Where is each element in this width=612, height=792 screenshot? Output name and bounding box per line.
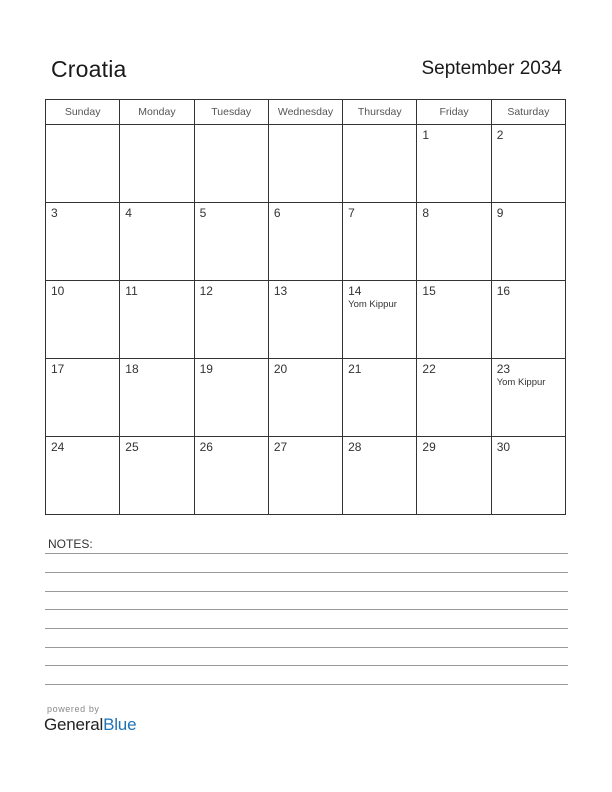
day-event: [195, 220, 268, 221]
note-line[interactable]: [45, 665, 568, 666]
weekday-header-row: [46, 100, 566, 125]
day-cell: [46, 359, 120, 437]
day-number: 1: [422, 128, 430, 142]
country-title: Croatia: [51, 56, 127, 82]
day-cell: [417, 437, 491, 515]
day-event: [343, 220, 416, 221]
day-number: 27: [273, 440, 288, 454]
day-event: [195, 298, 268, 299]
day-cell: [46, 437, 120, 515]
week-row: [46, 281, 566, 359]
day-number: 16: [496, 284, 511, 298]
day-number: 6: [273, 206, 281, 220]
day-cell: [268, 203, 342, 281]
day-cell: [343, 437, 417, 515]
day-number: 11: [125, 284, 138, 298]
day-number: 8: [422, 206, 430, 220]
week-row: [46, 125, 566, 203]
day-number: 28: [348, 440, 362, 454]
day-number: 20: [273, 362, 288, 376]
day-event: [417, 454, 490, 455]
day-number: 13: [273, 284, 288, 298]
weekday-thursday: Thursday: [343, 100, 417, 125]
day-number: 7: [348, 206, 355, 220]
day-cell: [46, 203, 120, 281]
note-line[interactable]: [45, 647, 568, 648]
weekday-monday: Monday: [120, 100, 194, 125]
day-number: 24: [51, 440, 65, 454]
day-cell: [343, 125, 417, 203]
weekday-sunday: Sunday: [46, 100, 120, 125]
day-cell: [120, 359, 194, 437]
footer-brand[interactable]: [44, 704, 136, 735]
day-event: [343, 376, 416, 377]
day-event: [269, 454, 342, 455]
day-event: [195, 376, 268, 377]
day-event: [120, 128, 193, 129]
day-event: [269, 298, 342, 299]
day-cell: [491, 359, 565, 437]
day-event: [120, 454, 193, 455]
weekday-wednesday: Wednesday: [268, 100, 342, 125]
day-number: 17: [51, 362, 65, 376]
day-event: [492, 298, 565, 299]
notes-label: NOTES:: [48, 537, 93, 551]
day-number: 14: [348, 284, 362, 298]
day-cell: [417, 359, 491, 437]
note-line[interactable]: [45, 553, 568, 554]
week-row: [46, 359, 566, 437]
day-cell: [120, 437, 194, 515]
day-cell: [268, 437, 342, 515]
day-event: [46, 220, 119, 221]
day-number: 23: [496, 362, 511, 376]
day-cell: [194, 437, 268, 515]
day-cell: [343, 203, 417, 281]
week-row: [46, 203, 566, 281]
brand-name-part1: General: [44, 715, 104, 734]
day-cell: [46, 281, 120, 359]
day-cell: [417, 125, 491, 203]
week-row: [46, 437, 566, 515]
day-cell: [417, 203, 491, 281]
day-event: [492, 142, 565, 143]
day-event: [269, 376, 342, 377]
day-event: [417, 142, 490, 143]
day-cell: [491, 281, 565, 359]
day-cell: [194, 203, 268, 281]
weekday-friday: Friday: [417, 100, 491, 125]
day-cell: [417, 281, 491, 359]
day-event: [269, 128, 342, 129]
note-line[interactable]: [45, 684, 568, 685]
day-cell: [268, 359, 342, 437]
month-year-title: September 2034: [421, 58, 562, 79]
day-cell: [268, 125, 342, 203]
day-cell: [120, 281, 194, 359]
day-event: [46, 128, 119, 129]
day-number: 5: [199, 206, 207, 220]
day-event: Yom Kippur: [496, 377, 546, 388]
day-number: 30: [496, 440, 511, 454]
note-line[interactable]: [45, 572, 568, 573]
day-event: [417, 220, 490, 221]
day-event: [343, 454, 416, 455]
brand-logo: [44, 715, 136, 735]
brand-name-part2: Blue: [103, 715, 137, 734]
day-event: [120, 220, 193, 221]
day-event: [195, 454, 268, 455]
day-event: [492, 220, 565, 221]
day-event: [492, 454, 565, 455]
day-number: 15: [422, 284, 436, 298]
day-cell: [491, 125, 565, 203]
day-cell: [491, 437, 565, 515]
calendar-grid: [45, 99, 566, 515]
weekday-tuesday: Tuesday: [194, 100, 268, 125]
day-number: 10: [51, 284, 65, 298]
day-cell: [194, 125, 268, 203]
powered-by-text: powered by: [47, 704, 100, 714]
day-cell: [194, 281, 268, 359]
day-cell: [46, 125, 120, 203]
day-number: 2: [496, 128, 504, 142]
day-number: 12: [199, 284, 213, 298]
day-number: 19: [199, 362, 213, 376]
day-number: 4: [125, 206, 132, 220]
day-event: [46, 454, 119, 455]
note-line[interactable]: [45, 628, 568, 629]
day-number: 22: [422, 362, 436, 376]
day-cell: [343, 281, 417, 359]
day-event: Yom Kippur: [348, 299, 397, 310]
day-event: [46, 376, 119, 377]
day-number: 9: [496, 206, 504, 220]
day-event: [417, 298, 490, 299]
note-line[interactable]: [45, 591, 568, 592]
day-cell: [491, 203, 565, 281]
day-number: 26: [199, 440, 213, 454]
day-cell: [343, 359, 417, 437]
day-event: [269, 220, 342, 221]
day-number: 21: [348, 362, 362, 376]
day-cell: [268, 281, 342, 359]
day-event: [46, 298, 119, 299]
day-number: 29: [422, 440, 436, 454]
day-number: 3: [51, 206, 58, 220]
day-number: 18: [125, 362, 139, 376]
day-number: 25: [125, 440, 139, 454]
weekday-saturday: Saturday: [491, 100, 565, 125]
day-cell: [194, 359, 268, 437]
day-event: [120, 298, 193, 299]
day-event: [417, 376, 490, 377]
note-line[interactable]: [45, 609, 568, 610]
day-event: [120, 376, 193, 377]
day-event: [343, 128, 416, 129]
day-cell: [120, 125, 194, 203]
day-cell: [120, 203, 194, 281]
day-event: [195, 128, 268, 129]
